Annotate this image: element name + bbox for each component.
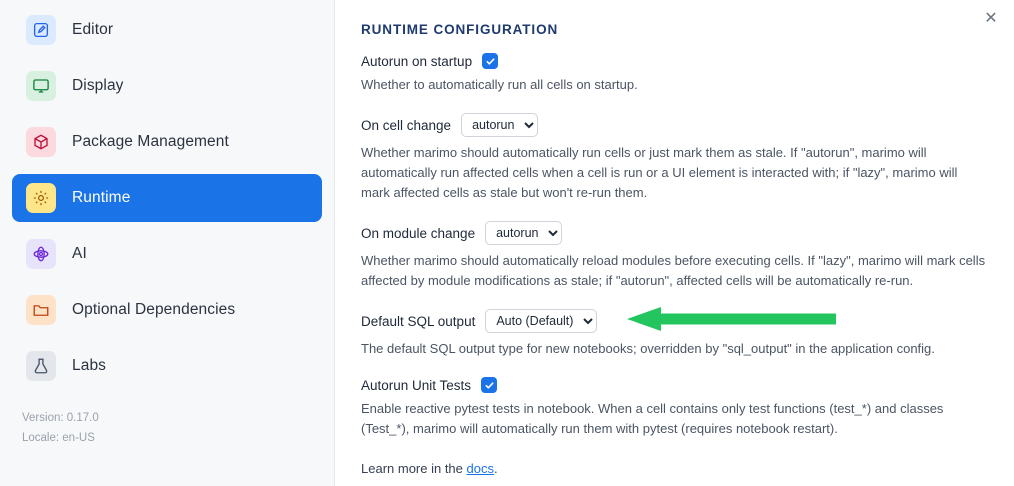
default-sql-output-select[interactable] [485,309,597,333]
sidebar-item-labs[interactable] [12,342,322,390]
sidebar-nav [0,0,334,390]
setting-on-cell-change [361,113,988,137]
sidebar-item-label: Labs [72,357,107,374]
autorun-on-startup-checkbox[interactable] [482,53,498,69]
sidebar-item-label: Runtime [72,189,131,206]
setting-autorun-unit-tests [361,377,988,393]
sidebar-item-runtime[interactable] [12,174,322,222]
setting-label: Autorun on startup [361,53,473,69]
setting-label: On module change [361,225,476,241]
settings-sidebar [0,0,335,486]
sidebar-item-optional-dependencies[interactable] [12,286,322,334]
setting-label: Default SQL output [361,313,476,329]
page-title: RUNTIME CONFIGURATION [361,22,559,37]
setting-description: The default SQL output type for new notebooks; overridden by "sql_output" in the application config. [361,341,935,356]
setting-autorun-on-startup [361,53,988,69]
sidebar-item-label: Editor [72,21,114,38]
setting-label: Autorun Unit Tests [361,377,472,393]
sidebar-item-label: Package Management [72,133,229,150]
monitor-icon [26,71,56,101]
learn-more-suffix: . [493,461,498,476]
sidebar-footer [22,408,99,448]
setting-description: Whether to automatically run all cells on startup. [361,77,638,92]
setting-description: Whether marimo should automatically run cells or just mark them as stale. If "autorun", marimo will automatically run affected cells when a cell is run or a UI element is interacted with; if "lazy", marimo will mark affected cells as stale but won't re-run them. [361,145,958,200]
setting-on-module-change [361,221,988,245]
sidebar-item-ai[interactable] [12,230,322,278]
atom-icon [26,239,56,269]
setting-description: Enable reactive pytest tests in notebook. When a cell contains only test functions (test_*) and classes (Test_*), marimo will automatically run them with pytest (requires notebook restart). [361,401,944,436]
package-icon [26,127,56,157]
sidebar-item-label: Optional Dependencies [72,301,236,318]
sidebar-item-label: Display [72,77,124,94]
sidebar-item-editor[interactable] [12,6,322,54]
gear-icon [26,183,56,213]
learn-more-prefix: Learn more in the [361,461,467,476]
setting-label: On cell change [361,117,452,133]
setting-description: Whether marimo should automatically reload modules before executing cells. If "lazy", marimo will mark cells affected by module modifications as stale; if "autorun", affected cells will be automatically re-run. [361,253,986,288]
sidebar-item-package-management[interactable] [12,118,322,166]
version-label: Version: 0.17.0 [22,412,99,424]
learn-more-text [361,461,988,476]
locale-label: Locale: en-US [22,432,95,444]
close-icon[interactable]: ✕ [984,10,998,27]
pencil-square-icon [26,15,56,45]
setting-default-sql-output [361,309,988,333]
runtime-configuration-panel [335,0,1014,486]
flask-icon [26,351,56,381]
folder-icon [26,295,56,325]
autorun-unit-tests-checkbox[interactable] [481,377,497,393]
on-module-change-select[interactable] [485,221,562,245]
on-cell-change-select[interactable] [461,113,538,137]
docs-link[interactable]: docs [466,461,494,476]
sidebar-item-display[interactable] [12,62,322,110]
sidebar-item-label: AI [72,245,87,262]
